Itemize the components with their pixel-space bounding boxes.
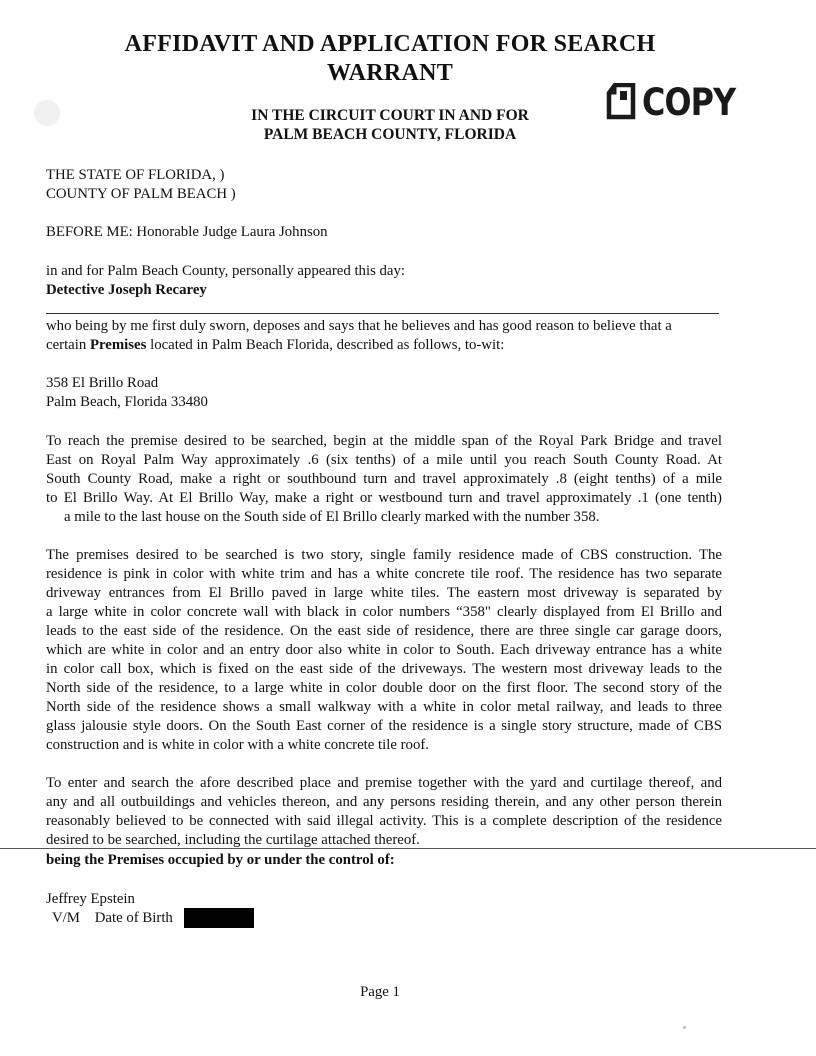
search-line: any and all outbuildings and vehicles thereon, and any persons residing therein, and any other person therein [46,794,722,810]
before-me-line: BEFORE ME: Honorable Judge Laura Johnson [46,224,328,240]
county-line: COUNTY OF PALM BEACH ) [46,186,236,202]
document-copy-icon [606,83,636,121]
court-heading [200,106,580,144]
directions-line: To reach the premise desired to be searched, begin at the middle span of the Royal Park Bridge and travel [46,433,722,449]
sworn-line: who being by me first duly sworn, deposes and says that he believes and has good reason to believe that a [46,318,672,334]
court-line-1: IN THE CIRCUIT COURT IN AND FOR [251,107,529,124]
court-line-2: PALM BEACH COUNTY, FLORIDA [263,126,517,143]
description-line: a large white in color concrete wall with black in color numbers “358" clearly displayed from El Brillo and [46,604,722,620]
address-line: 358 El Brillo Road [46,375,159,391]
appeared-line: in and for Palm Beach County, personally appeared this day: [46,263,406,279]
search-scope-paragraph [46,774,722,850]
search-line: desired to be searched, including the curtilage attached thereof. [46,832,420,848]
premises-term: Premises [89,337,147,353]
state-line: THE STATE OF FLORIDA, ) [46,167,225,183]
description-line: North side of the residence shows a small walkway with a white in color metal railway, and leads to three [46,699,722,715]
description-line: North side of the residence, to a large white in color double door on the first floor. The second story of the [46,680,722,696]
description-line: leads to the east side of the residence. On the east side of residence, there are three single car garage doors, [46,623,722,639]
search-line: To enter and search the afore described place and premise together with the yard and curtilage thereof, and [46,775,722,791]
address-line: Palm Beach, Florida 33480 [46,394,208,410]
venue [46,166,722,204]
description-line: which are white in color and an entry door also white in color to South. Each driveway entrance has a white [46,642,722,658]
scan-speck [683,1026,686,1029]
separator-line [0,848,816,849]
page-number: Page 1 [360,984,400,1000]
separator-line [46,313,719,314]
copy-stamp [606,78,751,126]
description-line: driveway entrances from El Brillo paved in large white tiles. The eastern most driveway is separated by [46,585,722,601]
document-title [100,30,680,88]
description-line: The premises desired to be searched is two story, single family residence made of CBS construction. The [46,547,722,563]
sworn-line: certain Premises located in Palm Beach Florida, described as follows, to-wit: [46,337,505,353]
occupied-by-line: being the Premises occupied by or under the control of: [46,852,395,868]
description-line: in color call box, which is fixed on the east side of the driveways. The western most driveway leads to the [46,661,722,677]
directions-line: East on Royal Palm Way approximately .6 (six tenths) of a mile until you reach South County Road. At [46,452,722,468]
appearance [46,262,722,300]
premises-address [46,374,722,412]
title-line-2: WARRANT [326,60,454,86]
scan-speck [34,100,60,126]
description-line: construction and is white in color with a white concrete tile roof. [46,737,429,753]
redaction-box [184,908,254,928]
occupant-details: V/M Date of Birth [52,910,173,926]
description-paragraph [46,546,722,755]
directions-line: South County Road, make a right or southbound turn and travel approximately .8 (eight tenths) of a mile [46,471,722,487]
directions-line: a mile to the last house on the South side of El Brillo clearly marked with the number 358. [64,509,600,525]
search-line: reasonably believed to be connected with said illegal activity. This is a complete description of the residence [46,813,722,829]
description-line: glass jalousie style doors. On the South East corner of the residence is a single story structure, made of CBS [46,718,722,734]
directions-line: to El Brillo Way. At El Brillo Way, make a right or westbound turn and travel approximately .1 (one tenth) [46,490,722,506]
copy-stamp-text: COPY [642,80,736,124]
description-line: residence is pink in color with white trim and has a white concrete tile roof. The residence has two separate [46,566,722,582]
affiant-name: Detective Joseph Recarey [46,282,207,298]
title-line-1: AFFIDAVIT AND APPLICATION FOR SEARCH [124,31,656,57]
occupant-name: Jeffrey Epstein [46,891,135,907]
directions-paragraph [46,432,722,527]
sworn-statement [46,317,722,355]
